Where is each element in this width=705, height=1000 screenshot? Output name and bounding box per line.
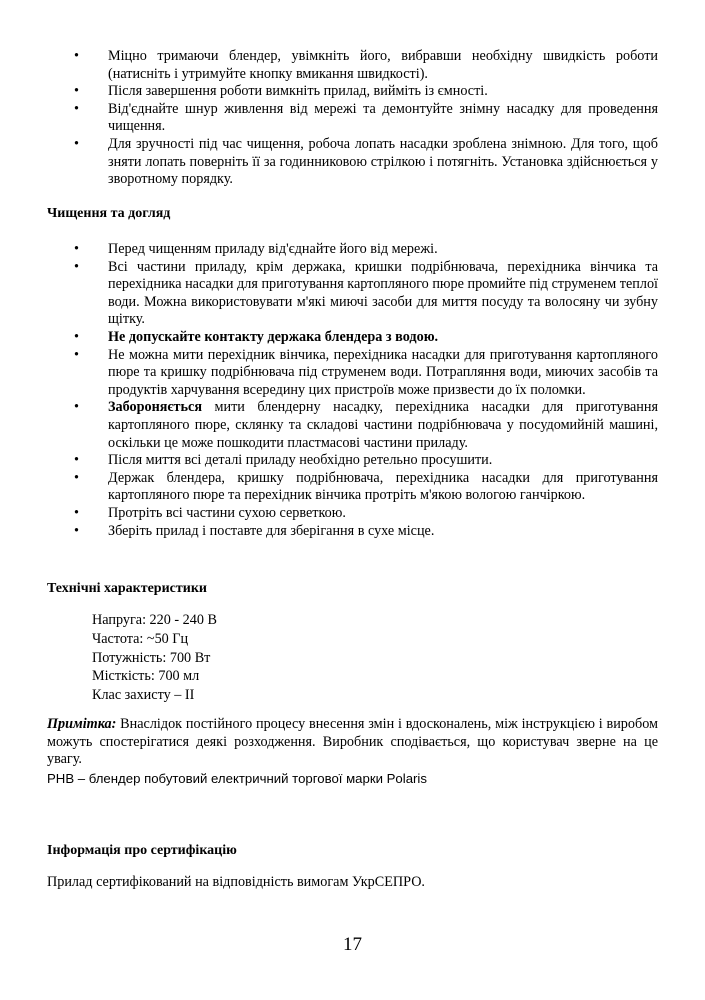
spec-voltage: Напруга: 220 - 240 В [92,612,217,628]
note-paragraph: Примітка: Внаслідок постійного процесу внесення змін і вдосконалень, між інструкцією і виробом можуть спостерігатися деякі розходження. Виробник сподівається, що користувач зверне на це увагу. [47,716,658,768]
certification-heading: Інформація про сертифікацію [47,843,237,858]
specs-heading: Технічні характеристики [47,581,207,596]
cleaning-list [0,241,705,540]
bullet-icon: • [74,83,79,100]
spec-frequency: Частота: ~50 Гц [92,630,189,647]
product-description: PHB – блендер побутовий електричний торгової марки Polaris [47,771,427,786]
bullet-icon: • [74,452,79,469]
list-item: • Забороняється мити блендерну насадку, перехідника насадки для приготування картопляного пюре, склянку та складові частини подрібнювача у посудомийній машині, оскільки це може пошкодити пластмасові частини приладу. [74,399,658,451]
spec-protection: Клас захисту – II [92,687,195,704]
cleaning-heading: Чищення та догляд [47,206,171,221]
bullet-icon: • [74,346,79,363]
bullet-icon: • [74,469,79,486]
list-item: • Перед чищенням приладу від'єднайте його від мережі. [74,241,438,257]
bullet-icon: • [74,328,79,345]
bullet-icon: • [74,399,79,416]
note-label: Примітка: [47,716,117,732]
certification-text: Прилад сертифікований на відповідність вимогам УкрСЕПРО. [47,874,425,890]
list-item: • Не можна мити перехідник вінчика, перехідника насадки для приготування картопляного пюре та кришку подрібнювача під струменем води. Потрапляння води, миючих засобів та продуктів харчування всередину цих пристроїв може призвести до їх поломки. [74,346,658,398]
bullet-icon: • [74,100,79,117]
list-item: • Всі частини приладу, крім держака, кришки подрібнювача, перехідника вінчика та перехідника насадки для приготування картопляного пюре промийте під струменем теплої води. Можна використовувати м'які миючі засоби для миття посуду та волосяну чи зубну щітку. [74,258,658,328]
bullet-icon: • [74,48,79,64]
list-item [0,329,705,347]
bullet-icon: • [74,522,79,539]
warning-text: Не допускайте контакту держака блендера з водою. [108,328,439,345]
list-item: • Міцно тримаючи блендер, увімкніть його, вибравши необхідну швидкість роботи (натисніть і утримуйте кнопку вмикання швидкості). [74,48,658,82]
list-item: • Після завершення роботи вимкніть прилад, вийміть із ємності. [74,83,488,100]
specs-list [92,612,217,706]
bullet-icon: • [74,504,79,521]
list-item: • Зберіть прилад і поставте для зберігання в сухе місце. [74,522,435,539]
spec-capacity: Місткість: 700 мл [92,668,200,685]
list-item: • Держак блендера, кришку подрібнювача, перехідника насадки для приготування картопляного пюре та перехідник вінчика протріть м'якою вологою ганчіркою. [74,469,658,504]
list-item: • Протріть всі частини сухою серветкою. [74,504,346,521]
bullet-icon: • [74,241,79,257]
bullet-icon: • [74,258,79,275]
page-number: 17 [343,934,362,955]
spec-power: Потужність: 700 Вт [92,649,211,666]
list-item: • Для зручності під час чищення, робоча лопать насадки зроблена знімною. Для того, щоб зняти лопать поверніть її за годинниковою стрілкою і потягніть. Установка здійснюється у зворотному порядку. [74,135,658,188]
prohibited-label: Забороняється [108,399,202,416]
list-item: • Після миття всі деталі приладу необхідно ретельно просушити. [74,452,493,469]
list-item: • Від'єднайте шнур живлення від мережі та демонтуйте знімну насадку для проведення чищення. [74,100,658,135]
bullet-icon: • [74,135,79,152]
operation-steps-list [0,48,705,189]
